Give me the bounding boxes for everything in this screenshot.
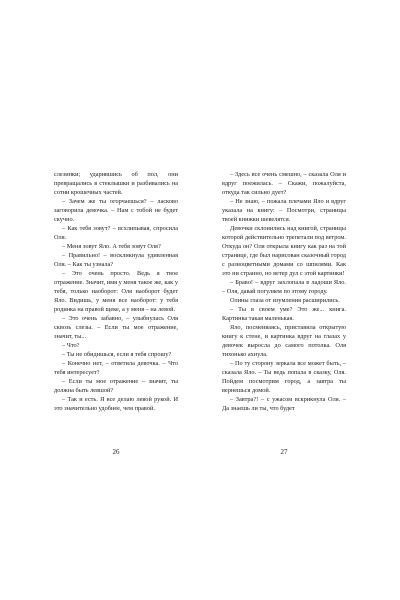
paragraph: – Меня зовут Яло. А тебя зовут Оля? bbox=[62, 243, 161, 250]
paragraph: – Ты в своем уме? Это же... книга. Картинка такая маленькая. bbox=[222, 306, 346, 322]
paragraph: Девочки склонились над книгой, страницы которой действительно трепетали под ветром. Откуда он? Оля открыла книгу как раз на той странице, где был нарисован сказочный город с разноцветными домами со шпилями. Как это ни странно, но ветер дул с этой картинки! bbox=[222, 225, 346, 277]
right-page-text bbox=[222, 170, 346, 413]
paragraph: – Зачем же ты огорчаешься? – ласково заговорила девочка. – Нам с тобой не будет скучно. bbox=[54, 198, 178, 223]
paragraph: – Завтра?! – с ужасом вскрикнула Оля. – Да знаешь ли ты, что будет bbox=[222, 396, 346, 412]
paragraph: – Правильно! – воскликнула удивленная Оля. – Как ты узнала? bbox=[54, 252, 178, 268]
paragraph: Олины глаза от изумления расширились. bbox=[230, 297, 340, 304]
paragraph: – Как тебя зовут? – всхлипывая, спросила Оля. bbox=[54, 225, 178, 241]
paragraph: – По ту сторону зеркала все может быть, – сказала Яло. – Ты ведь попала в сказку, Оля. Пойдем посмотрим город, а завтра ты вернешься домой. bbox=[222, 360, 346, 394]
paragraph: – Браво! – вдруг захлопала в ладоши Яло. – Оля, давай погуляем по этому городу. bbox=[222, 279, 346, 295]
paragraph: слезинки; ударившись об пол, они превращались в стеклышки и разбивались на сотни крошечных частей. bbox=[54, 171, 178, 196]
paragraph: – Здесь все очень смешно, – сказала Оля и вдруг поежилась. – Скажи, пожалуйста, откуда так сильно дует? bbox=[222, 171, 346, 196]
paragraph: – Конечно нет, – ответила девочка. – Что тебя интересует? bbox=[54, 360, 178, 376]
paragraph: – Ты не обидишься, если я тебя спрошу? bbox=[62, 351, 172, 358]
paragraph: Яло, посмеиваясь, приставила открытую книгу к стене, и картинка вдруг на глазах у девочек выросла до самого потолка. Оля тихонько ахнула. bbox=[222, 324, 346, 358]
page-number-right: 27 bbox=[280, 448, 288, 456]
paragraph: – Не знаю, – пожала плечами Яло и вдруг указала на книгу: – Посмотри, страницы твоей книжки шевелятся. bbox=[222, 198, 346, 223]
paragraph: – Если ты мое отражение – значит, ты должна быть левшой? bbox=[54, 378, 178, 394]
paragraph: – Так и есть. Я все делаю левой рукой. И это значительно удобнее, чем правой. bbox=[54, 396, 178, 412]
right-page bbox=[200, 0, 400, 600]
left-page-text bbox=[54, 170, 178, 413]
page-number-left: 26 bbox=[112, 448, 120, 456]
paragraph: – Что? bbox=[62, 342, 80, 349]
paragraph: – Это очень просто. Ведь я твое отражение. Значит, имя у меня такое же, как у тебя, только наоборот: Оля наоборот будет Яло. Видишь, у меня все наоборот: у тебя родинка на правой щеке, а у меня – на левой. bbox=[54, 270, 178, 313]
paragraph: – Это очень забавно, – улыбнулась Оля сквозь слезы. – Если ты мое отражение, значит, ты... bbox=[54, 315, 178, 340]
